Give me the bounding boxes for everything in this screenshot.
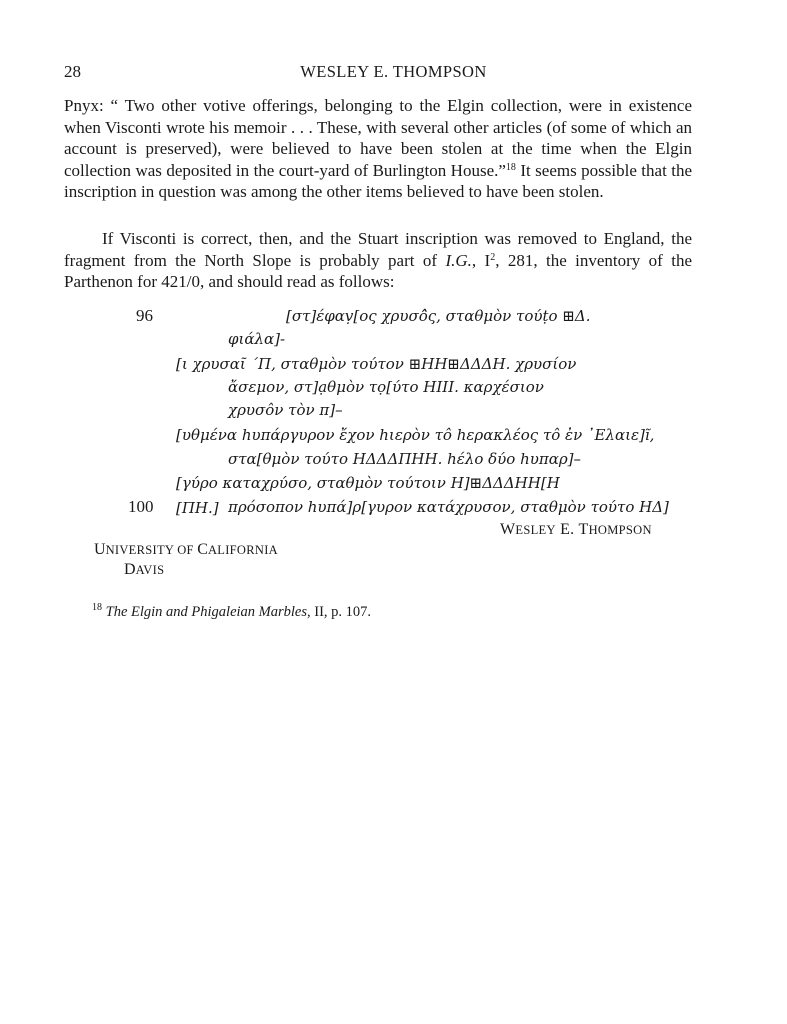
page-number: 28 [64, 62, 81, 81]
paragraph-1-text: Pnyx: “ Two other votive offerings, belonging to the Elgin collection, were in existence when Visconti wrote his memoir . . . These, with several other articles (of some of which an account is preserved), were believed to have been stolen at the time when the Elgin collection was deposited in the court-yard of Burlington House.” [64, 96, 692, 180]
paragraph-2 [64, 228, 692, 293]
affiliation-city: DAVIS [124, 561, 165, 578]
inscription-line: [ΠΗ.] [176, 499, 219, 517]
inscription-line: ἄσεμον, στ]ạθμὸν τọ[ύτο ΗΙΙΙ. καρχέσιον [228, 378, 544, 396]
paragraph-1-tail: It seems possible that the inscription in question was among the other items believed to have been stolen. [64, 160, 692, 201]
footnote-number: 18 [92, 602, 102, 613]
inscription-line: [στ]έφαṿ[ος χρυσô̂ς, σταθμὸν τούṭο ⊞Δ. [286, 307, 591, 325]
paragraph-1 [64, 95, 692, 203]
inscription-line: [υθμένα hυπάργυρον ἔχον hιερὸν τô hερακλέος τô ἐν ᾿Ελαιε]ĩ, [176, 426, 655, 444]
superscript-2: 2 [490, 251, 496, 263]
inscription-line: [ι χρυσαῖ ΄Π, σταθμὸν τούτον ⊞ΗΗ⊞ΔΔΔΗ. χρυσίον [176, 355, 577, 373]
inscription-line: [γύρο καταχρύσο, σταθμὸν τούτοιν Η]⊞ΔΔΔΗΗ[Η [176, 474, 560, 492]
line-number-96: 96 [136, 306, 153, 325]
footnote-rest: , II, p. 107. [307, 604, 372, 620]
running-head: WESLEY E. THOMPSON [300, 62, 487, 81]
footnote-ref-18[interactable]: 18 [505, 161, 516, 173]
paragraph-2-text-b: , I [471, 250, 491, 270]
footnote-title: The Elgin and Phigaleian Marbles [105, 604, 307, 620]
line-number-100: 100 [128, 497, 154, 516]
inscription-line: φιάλα]- [228, 330, 286, 348]
author-signature: WESLEY E. THOMPSON [500, 521, 652, 538]
inscription-line: χρυσôν τὸν π]– [228, 401, 343, 419]
affiliation-university: UNIVERSITY OF CALIFORNIA [94, 541, 279, 558]
paragraph-2-text-c: , 281, the inventory of the Parthenon for 421/0, and should read as follows: [64, 250, 693, 291]
inscription-line: πρόσοπον hυπά]ρ[γυρον κατάχρυσον, σταθμὸν τούτο ΗΔ] [228, 498, 669, 516]
paragraph-2-text-a: If Visconti is correct, then, and the Stuart inscription was removed to England, the fragment from the North Slope is probably part of [64, 229, 692, 270]
ig-reference: I.G. [445, 250, 472, 270]
inscription-line: στα[θμὸν τούτο ΗΔΔΔΠΗΗ. hέλο δύο hυπαρ]– [228, 450, 582, 468]
footnote-18 [92, 604, 371, 621]
